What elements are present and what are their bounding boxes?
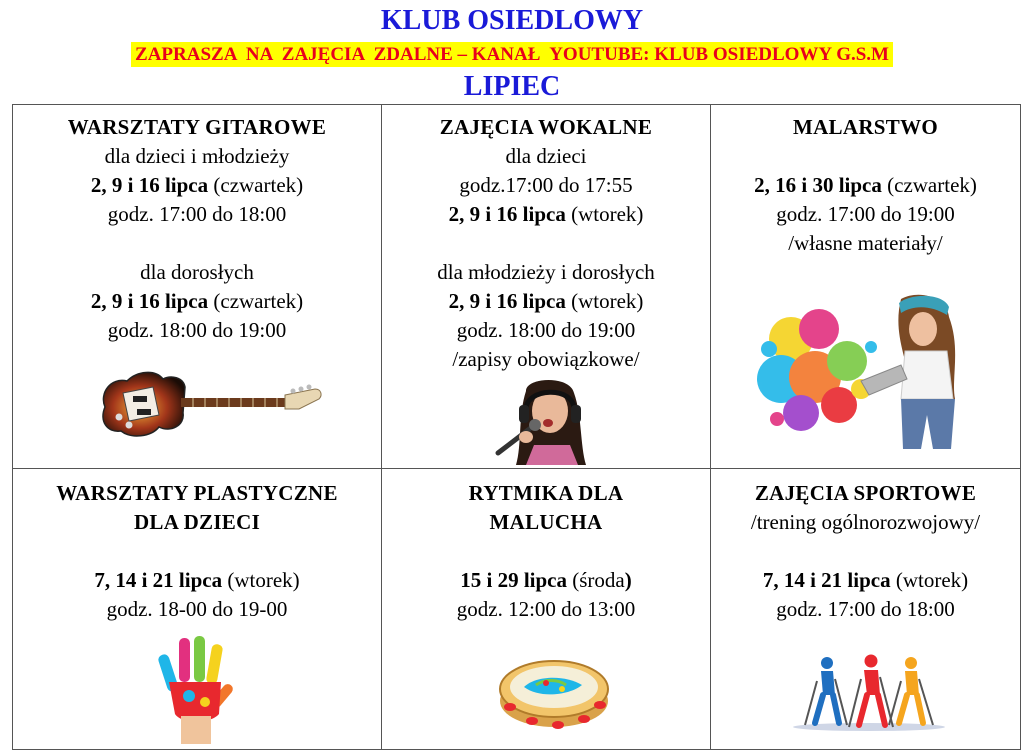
gitar-g1-time: godz. 17:00 do 18:00 — [107, 202, 287, 226]
wokal-g1-dates: 2, 9 i 16 lipca — [448, 202, 566, 226]
wokal-g2-schedule — [382, 287, 710, 316]
cell-plast — [13, 469, 382, 750]
rytm-schedule — [382, 566, 710, 595]
month-title: LIPIEC — [463, 71, 561, 102]
gitar-g2-dates: 2, 9 i 16 lipca — [90, 289, 209, 313]
wokal-g2-label: dla młodzieży i dorosłych — [437, 260, 655, 284]
sport-time: godz. 17:00 do 18:00 — [776, 597, 955, 621]
wokal-g1-time: godz.17:00 do 17:55 — [459, 173, 633, 197]
rytm-time: godz. 12:00 do 13:00 — [456, 597, 636, 621]
plast-time: godz. 18-00 do 19-00 — [106, 597, 288, 621]
sport-schedule — [711, 566, 1020, 595]
malar-title: MALARSTWO — [792, 115, 939, 139]
gitar-g2-time: godz. 18:00 do 19:00 — [107, 318, 287, 342]
wokal-g1-label: dla dzieci — [505, 144, 587, 168]
painted-hand-icon — [153, 634, 237, 744]
sport-subtitle: /trening ogólnorozwojowy/ — [750, 510, 981, 534]
gitar-title: WARSZTATY GITAROWE — [67, 115, 327, 139]
nordic-walking-people-icon — [783, 653, 953, 733]
malar-day: (czwartek) — [881, 173, 977, 197]
plast-schedule — [13, 566, 381, 595]
rytm-title-1: RYTMIKA DLA — [468, 481, 624, 505]
page-title: KLUB OSIEDLOWY — [380, 5, 644, 36]
wokal-note: /zapisy obowiązkowe/ — [452, 347, 640, 371]
cell-wokal — [382, 105, 711, 469]
wokal-title: ZAJĘCIA WOKALNE — [439, 115, 653, 139]
cell-gitar — [13, 105, 382, 469]
singer-with-microphone-icon — [486, 375, 606, 465]
plast-title-1: WARSZTATY PLASTYCZNE — [56, 481, 338, 505]
paint-splash-girl-icon — [751, 289, 981, 449]
gitar-g1-dates: 2, 9 i 16 lipca — [90, 173, 209, 197]
subtitle-text: ZAPRASZA NA ZAJĘCIA ZDALNE – KANAŁ YOUTUBE: KLUB OSIEDLOWY G.S.M — [131, 42, 893, 67]
plast-title-2: DLA DZIECI — [133, 510, 261, 534]
gitar-g1-label: dla dzieci i młodzieży — [104, 144, 290, 168]
gitar-g1-schedule — [13, 171, 381, 200]
wokal-g2-dates: 2, 9 i 16 lipca — [448, 289, 566, 313]
rytm-title-2: MALUCHA — [489, 510, 603, 534]
sport-title: ZAJĘCIA SPORTOWE — [754, 481, 977, 505]
gitar-g2-day: (czwartek) — [208, 289, 304, 313]
malar-time: godz. 17:00 do 19:00 — [776, 202, 955, 226]
electric-guitar-icon — [93, 363, 323, 443]
gitar-g1-day: (czwartek) — [208, 173, 304, 197]
sport-day: (wtorek) — [890, 568, 969, 592]
wokal-g1-schedule — [382, 200, 710, 229]
rytm-day-end: ) — [624, 568, 632, 592]
gitar-g2-schedule — [13, 287, 381, 316]
wokal-g2-day: (wtorek) — [565, 289, 644, 313]
plast-dates: 7, 14 i 21 lipca — [94, 568, 223, 592]
malar-note: /własne materiały/ — [788, 231, 943, 255]
wokal-g2-time: godz. 18:00 do 19:00 — [456, 318, 636, 342]
schedule-table — [12, 104, 1021, 750]
plast-day: (wtorek) — [222, 568, 300, 592]
cell-sport — [711, 469, 1021, 750]
sport-dates: 7, 14 i 21 lipca — [762, 568, 891, 592]
wokal-g1-day: (wtorek) — [565, 202, 644, 226]
rytm-day: (środa — [567, 568, 625, 592]
malar-schedule — [711, 171, 1020, 200]
cell-malar — [711, 105, 1021, 469]
gitar-g2-label: dla dorosłych — [140, 260, 254, 284]
subtitle-banner — [0, 42, 1024, 67]
malar-dates: 2, 16 i 30 lipca — [754, 173, 882, 197]
tambourine-icon — [496, 649, 612, 733]
rytm-dates: 15 i 29 lipca — [460, 568, 568, 592]
cell-rytm — [382, 469, 711, 750]
